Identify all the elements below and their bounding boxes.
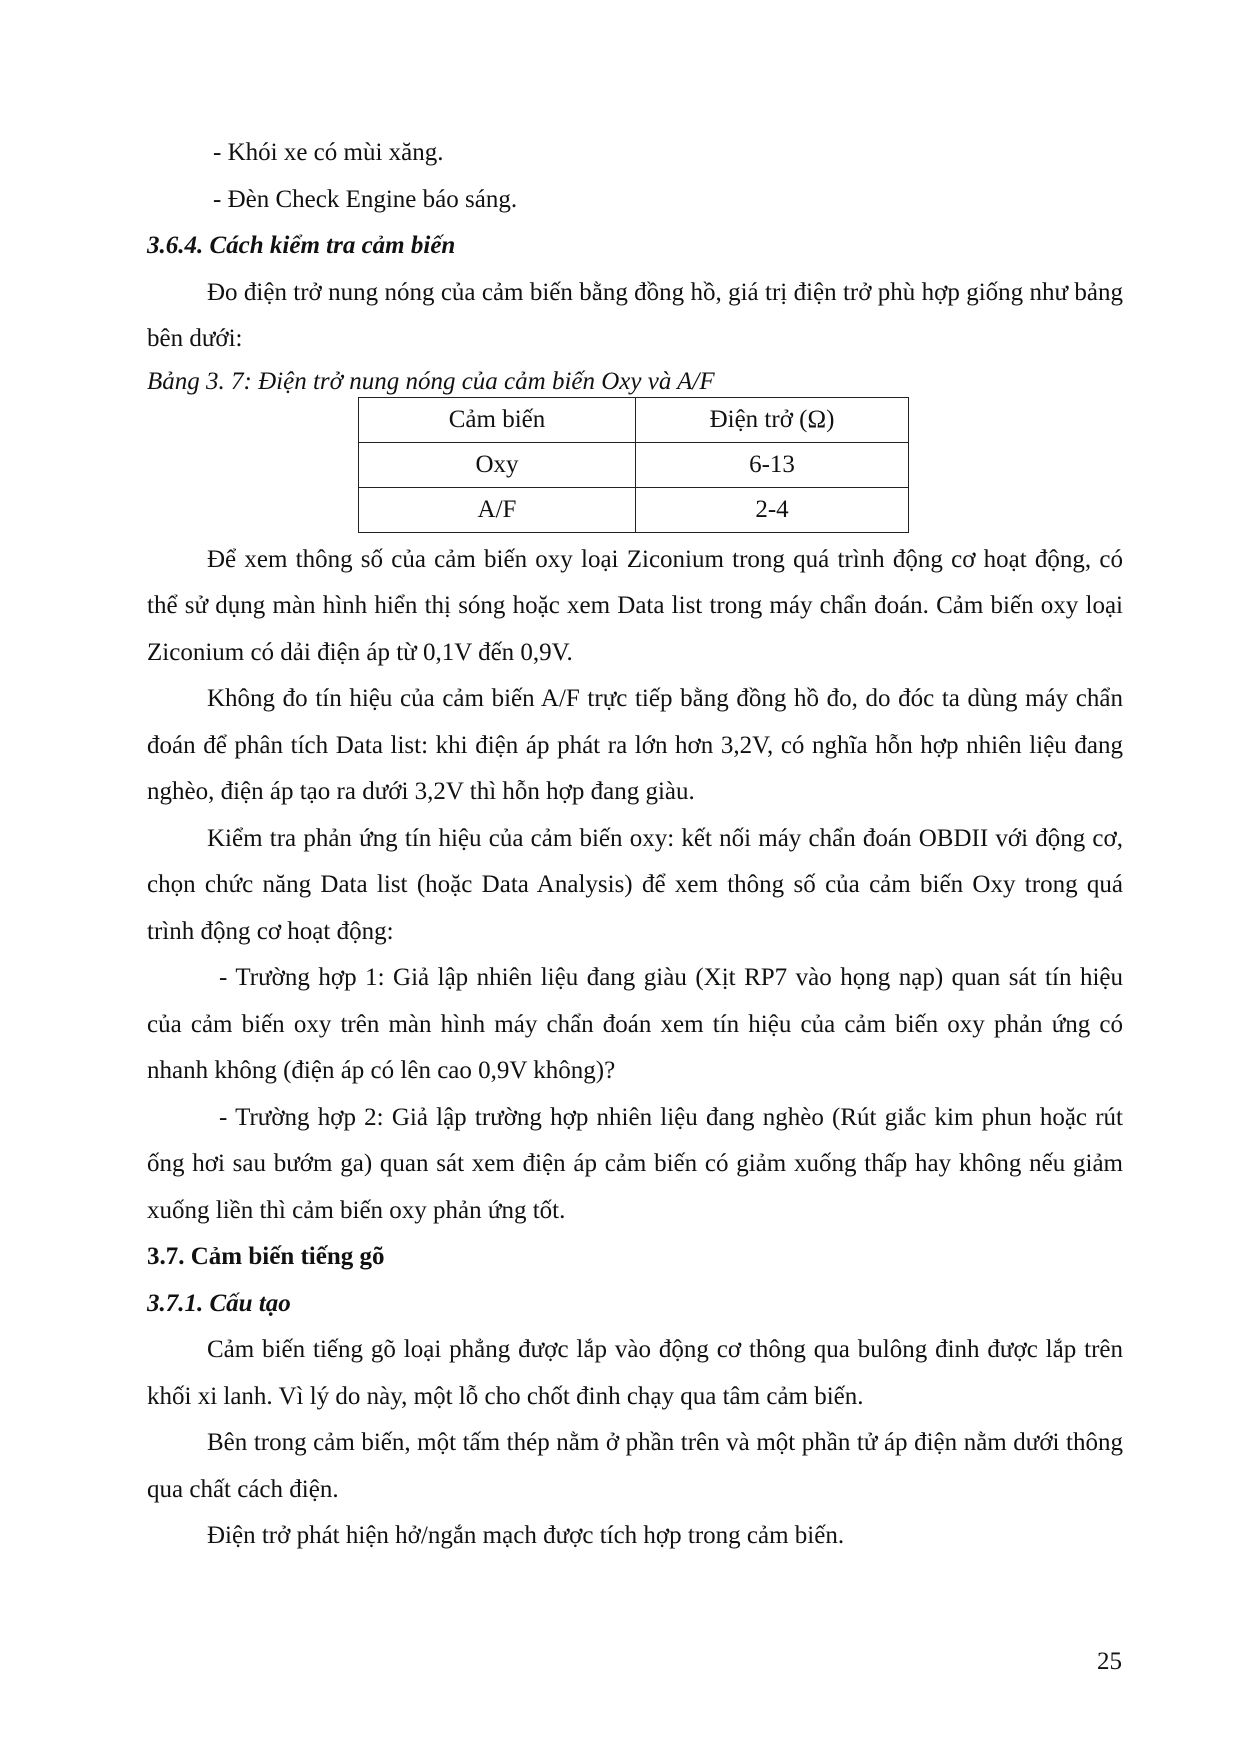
table-caption: Bảng 3. 7: Điện trở nung nóng của cảm biến Oxy và A/F [147,367,715,395]
section-heading-3-6-4: 3.6.4. Cách kiểm tra cảm biến [147,232,456,259]
table-header-cell: Điện trở (Ω) [636,397,909,442]
case-paragraph: - Trường hợp 2: Giả lập trường hợp nhiên liệu đang nghèo (Rút giắc kim phun hoặc rút ống hơi sau bướm ga) quan sát xem điện áp cảm biến có giảm xuống thấp hay không nếu giảm xuống liền thì cảm biến oxy phản ứng tốt. [147,1103,1123,1224]
paragraph: Bên trong cảm biến, một tấm thép nằm ở phần trên và một phần tử áp điện nằm dưới thông qua chất cách điện. [147,1429,1123,1503]
case-paragraph: - Trường hợp 1: Giả lập nhiên liệu đang giàu (Xịt RP7 vào họng nạp) quan sát tín hiệu của cảm biến oxy trên màn hình máy chẩn đoán xem tín hiệu của cảm biến oxy phản ứng có nhanh không (điện áp có lên cao 0,9V không)? [147,964,1123,1084]
list-item: - Đèn Check Engine báo sáng. [213,185,518,213]
table-cell: 2-4 [636,487,909,532]
table-cell: Oxy [359,442,636,487]
table-row [359,442,909,487]
section-heading-3-7-1: 3.7.1. Cấu tạo [147,1289,291,1317]
paragraph: Để xem thông số của cảm biến oxy loại Ziconium trong quá trình động cơ hoạt động, có thể sử dụng màn hình hiển thị sóng hoặc xem Data list trong máy chẩn đoán. Cảm biến oxy loại Ziconium có dải điện áp từ 0,1V đến 0,9V. [147,545,1123,666]
table-header-cell: Cảm biến [359,397,636,442]
paragraph: Kiểm tra phản ứng tín hiệu của cảm biến oxy: kết nối máy chẩn đoán OBDII với động cơ, chọn chức năng Data list (hoặc Data Analysis) để xem thông số của cảm biến Oxy trong quá trình động cơ hoạt động: [147,824,1123,945]
paragraph: Đo điện trở nung nóng của cảm biến bằng đồng hồ, giá trị điện trở phù hợp giống như bảng bên dưới: [147,278,1123,352]
page-number: 25 [1097,1648,1122,1675]
list-item: - Khói xe có mùi xăng. [213,139,444,166]
table-cell: 6-13 [636,442,909,487]
paragraph: Điện trở phát hiện hở/ngắn mạch được tích hợp trong cảm biến. [207,1522,845,1549]
paragraph: Cảm biến tiếng gõ loại phẳng được lắp vào động cơ thông qua bulông đinh được lắp trên khối xi lanh. Vì lý do này, một lỗ cho chốt đinh chạy qua tâm cảm biến. [147,1336,1123,1410]
section-heading-3-7: 3.7. Cảm biến tiếng gõ [147,1243,385,1270]
table-header-row [359,397,909,442]
document-page [147,130,1123,1560]
table-row [359,487,909,532]
paragraph: Không đo tín hiệu của cảm biến A/F trực tiếp bằng đồng hồ đo, do đóc ta dùng máy chẩn đoán để phân tích Data list: khi điện áp phát ra lớn hơn 3,2V, có nghĩa hỗn hợp nhiên liệu đang nghèo, điện áp tạo ra dưới 3,2V thì hỗn hợp đang giàu. [147,685,1123,805]
table-cell: A/F [359,487,636,532]
resistance-table [358,397,909,533]
